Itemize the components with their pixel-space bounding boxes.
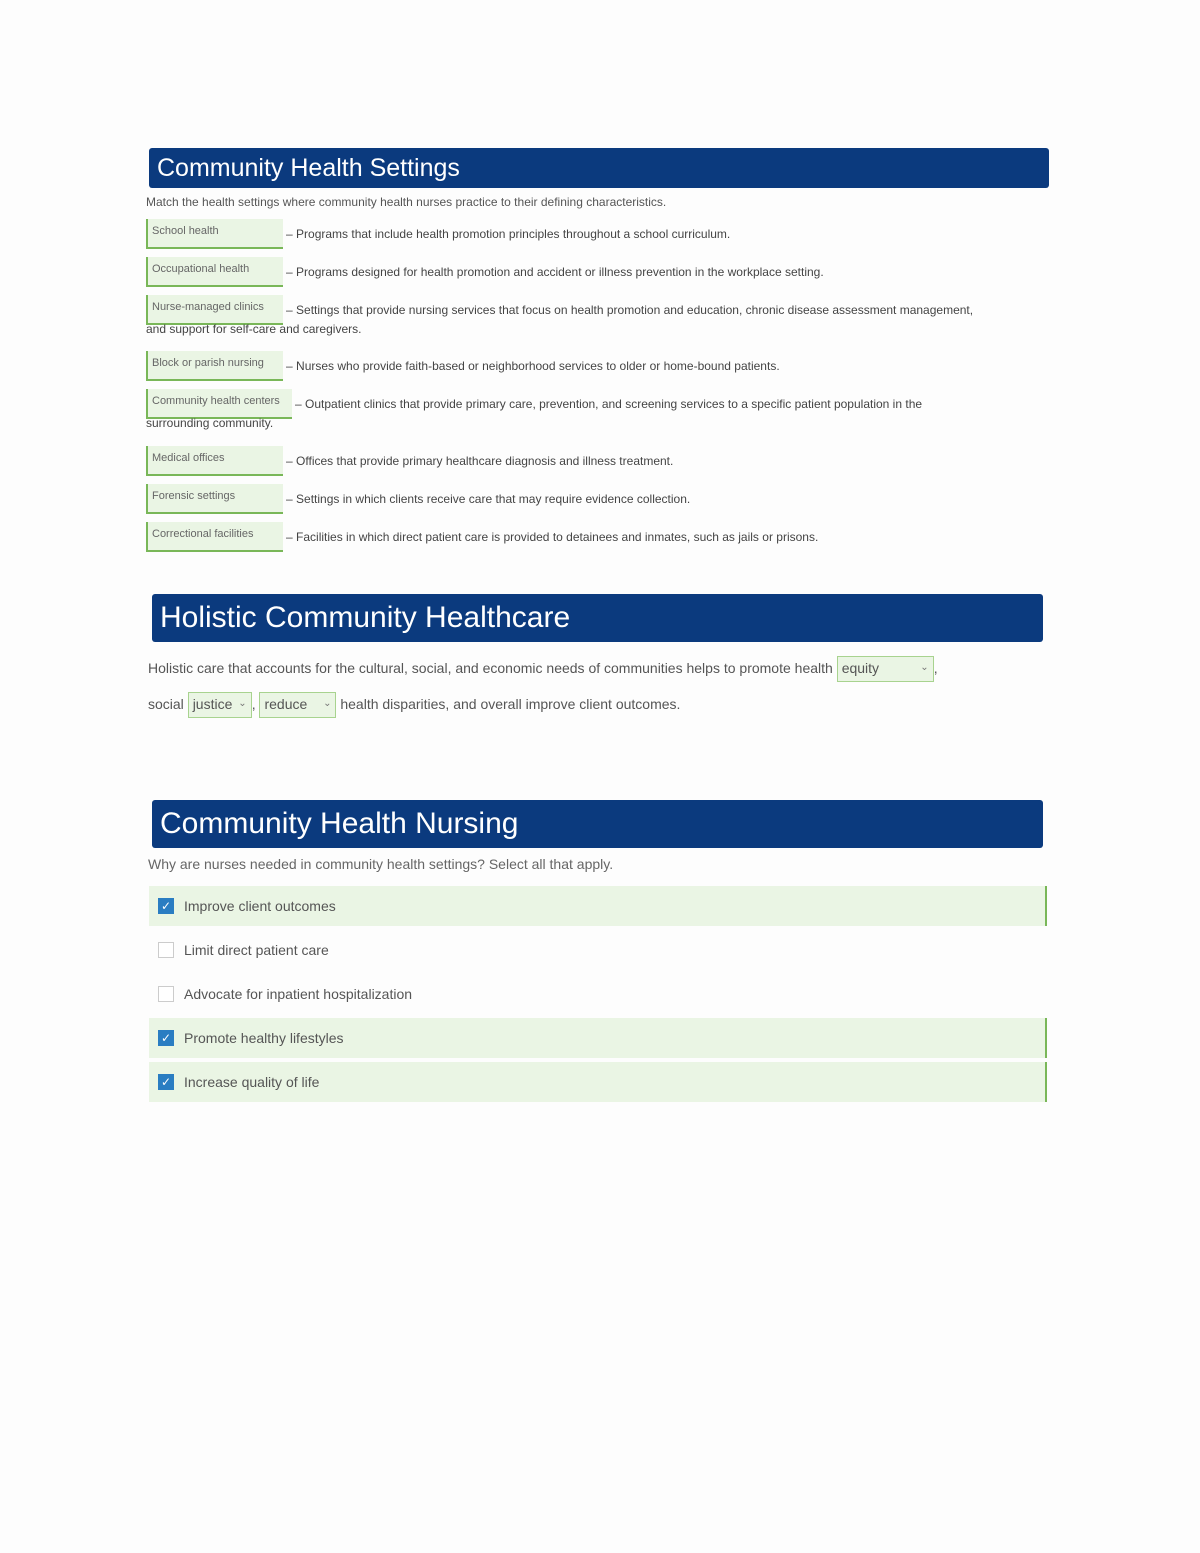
option-label: Promote healthy lifestyles <box>184 1030 344 1046</box>
match-desc: – Offices that provide primary healthcare diagnosis and illness treatment. <box>286 454 674 468</box>
option-label: Advocate for inpatient hospitalization <box>184 986 413 1002</box>
match-chip-community-health-centers[interactable]: Community health centers <box>146 389 292 419</box>
section-title-community-health-settings <box>149 148 1049 188</box>
section-title-community-health-nursing <box>152 800 1043 848</box>
select-social-term[interactable]: justice ⌄ <box>188 692 252 718</box>
match-chip-occupational-health[interactable]: Occupational health <box>146 257 283 287</box>
option-label: Improve client outcomes <box>184 898 336 914</box>
checkbox-empty-icon[interactable] <box>158 942 174 958</box>
match-row-school-health <box>146 219 1046 249</box>
match-chip-medical-offices[interactable]: Medical offices <box>146 446 283 476</box>
comma: , <box>251 696 256 712</box>
option-label: Increase quality of life <box>184 1074 320 1090</box>
holistic-text-1: Holistic care that accounts for the cultural, social, and economic needs of communities helps to promote health <box>148 660 833 676</box>
section-title-holistic-community-healthcare <box>152 594 1043 642</box>
option-increase-quality-of-life[interactable] <box>149 1062 1047 1102</box>
match-chip-nurse-managed-clinics[interactable]: Nurse-managed clinics <box>146 295 283 325</box>
checkbox-checked-icon[interactable]: ✓ <box>158 1074 174 1090</box>
match-desc: – Programs that include health promotion principles throughout a school curriculum. <box>286 227 731 241</box>
checkbox-empty-icon[interactable] <box>158 986 174 1002</box>
match-row-block-parish-nursing <box>146 351 1046 381</box>
match-row-nurse-managed-clinics <box>146 295 1046 337</box>
match-desc: – Settings that provide nursing services that focus on health promotion and education, chronic disease assessment management, <box>286 303 974 317</box>
chevron-down-icon: ⌄ <box>323 698 332 710</box>
select-health-term[interactable]: equity ⌄ <box>837 656 934 682</box>
match-row-community-health-centers <box>146 389 1046 431</box>
match-desc: – Programs designed for health promotion and accident or illness prevention in the workplace setting. <box>286 265 824 279</box>
match-desc: – Nurses who provide faith-based or neighborhood services to older or home-bound patients. <box>286 359 780 373</box>
chevron-down-icon: ⌄ <box>238 698 247 710</box>
select-disparities-verb[interactable]: reduce ⌄ <box>259 692 336 718</box>
match-row-occupational-health <box>146 257 1046 287</box>
comma: , <box>933 660 938 676</box>
checkbox-checked-icon[interactable]: ✓ <box>158 1030 174 1046</box>
match-desc-continuation: surrounding community. <box>146 416 274 430</box>
match-chip-block-parish-nursing[interactable]: Block or parish nursing <box>146 351 283 381</box>
match-row-correctional-facilities <box>146 522 1046 552</box>
match-row-forensic-settings <box>146 484 1046 514</box>
option-advocate-inpatient-hospitalization[interactable] <box>149 974 1047 1014</box>
option-promote-healthy-lifestyles[interactable] <box>149 1018 1047 1058</box>
match-chip-forensic-settings[interactable]: Forensic settings <box>146 484 283 514</box>
section1-title: Community Health Settings <box>157 153 460 182</box>
option-improve-client-outcomes[interactable] <box>149 886 1047 926</box>
match-row-medical-offices <box>146 446 1046 476</box>
match-desc: – Outpatient clinics that provide primary care, prevention, and screening services to a specific patient population in the <box>295 397 923 411</box>
section3-title: Community Health Nursing <box>160 807 519 840</box>
chevron-down-icon: ⌄ <box>920 662 929 674</box>
match-desc: – Settings in which clients receive care that may require evidence collection. <box>286 492 691 506</box>
option-limit-direct-patient-care[interactable] <box>149 930 1047 970</box>
match-chip-correctional-facilities[interactable]: Correctional facilities <box>146 522 283 552</box>
section1-instruction: Match the health settings where community health nurses practice to their defining characteristics. <box>146 195 667 209</box>
holistic-text-2: social <box>148 696 184 712</box>
match-chip-school-health[interactable]: School health <box>146 219 283 249</box>
section3-question: Why are nurses needed in community health settings? Select all that apply. <box>148 856 614 872</box>
checkbox-checked-icon[interactable]: ✓ <box>158 898 174 914</box>
match-desc: – Facilities in which direct patient care is provided to detainees and inmates, such as jails or prisons. <box>286 530 819 544</box>
holistic-paragraph <box>148 650 1048 722</box>
holistic-text-3: health disparities, and overall improve client outcomes. <box>340 696 681 712</box>
option-label: Limit direct patient care <box>184 942 329 958</box>
match-desc-continuation: and support for self-care and caregivers. <box>146 322 362 336</box>
section2-title: Holistic Community Healthcare <box>160 601 571 634</box>
